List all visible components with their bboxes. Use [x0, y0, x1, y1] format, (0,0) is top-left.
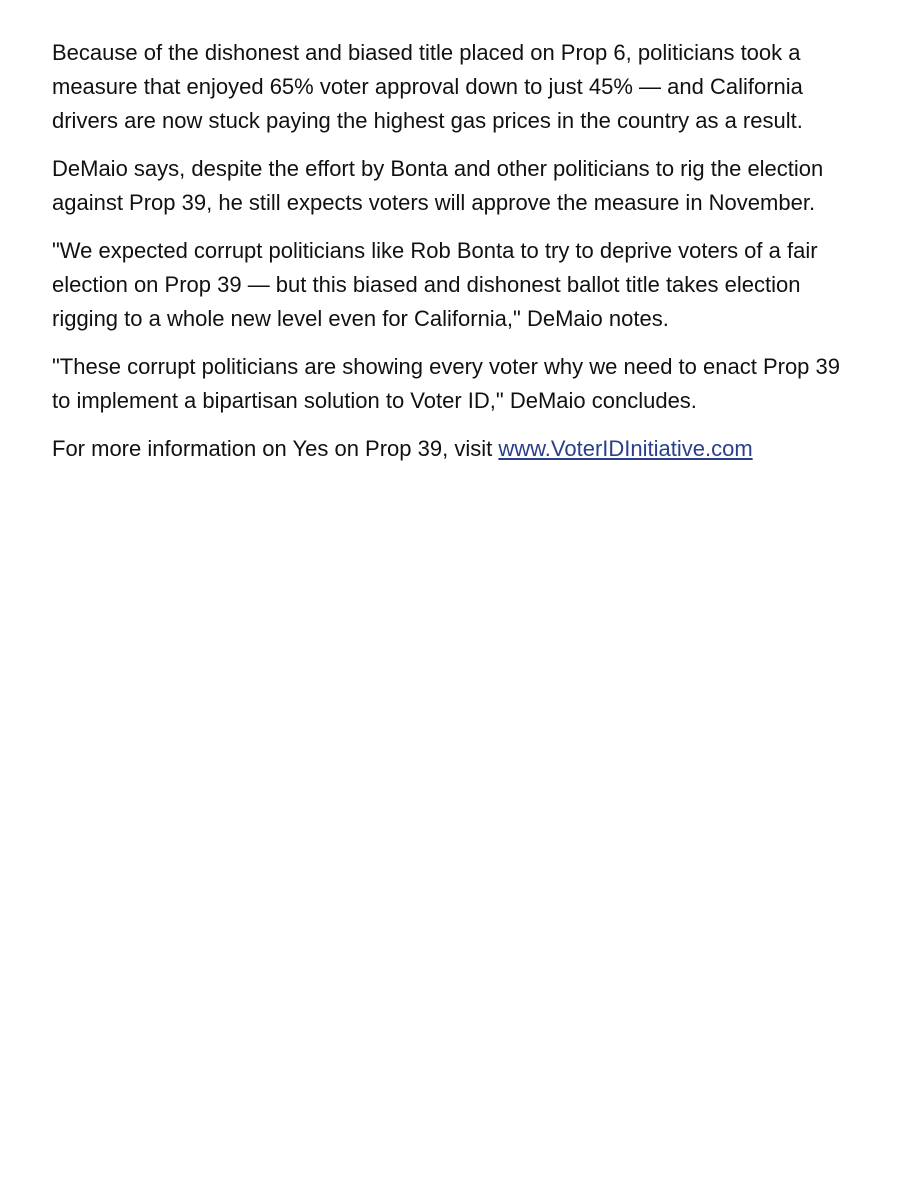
more-info-text: For more information on Yes on Prop 39, visit: [52, 436, 499, 461]
paragraph-demaio-quote-conclusion: "These corrupt politicians are showing every voter why we need to enact Prop 39 to implement a bipartisan solution to Voter ID," DeMaio concludes.: [52, 354, 841, 413]
paragraph-prop6-title: Because of the dishonest and biased title placed on Prop 6, politicians took a measure that enjoyed 65% voter approval down to just 45% — and California drivers are now stuck paying the highest gas prices in the country as a result.: [52, 40, 803, 133]
paragraph-demaio-quote-rigging: "We expected corrupt politicians like Rob Bonta to try to deprive voters of a fair election on Prop 39 — but this biased and dishonest ballot title takes election rigging to a whole new level even for California," DeMaio notes.: [52, 238, 818, 331]
article-body: [52, 36, 852, 480]
paragraph-more-info: [52, 432, 852, 466]
voter-id-initiative-link[interactable]: www.VoterIDInitiative.com: [498, 436, 753, 461]
paragraph-demaio-expects-approval: DeMaio says, despite the effort by Bonta and other politicians to rig the election against Prop 39, he still expects voters will approve the measure in November.: [52, 156, 824, 215]
